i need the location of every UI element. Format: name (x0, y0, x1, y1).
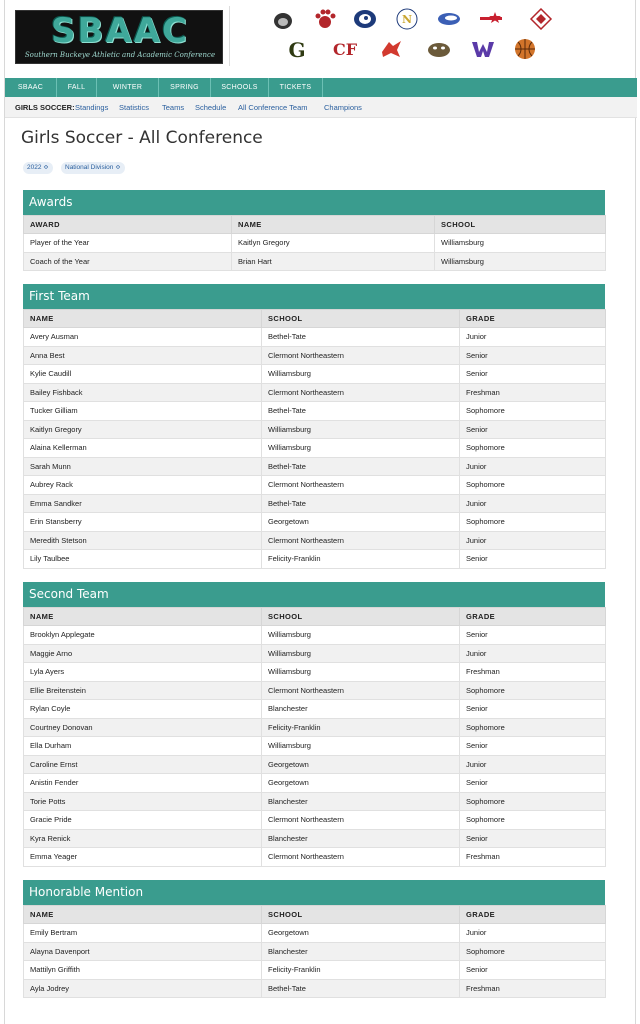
nav-spring[interactable]: SPRING (159, 78, 211, 97)
column-header: SCHOOL (262, 906, 460, 924)
table-header-row (24, 608, 606, 626)
page-frame (4, 0, 636, 1024)
table-cell: Junior (460, 494, 606, 513)
table-row (24, 979, 606, 998)
table-cell: Emma Yeager (24, 848, 262, 867)
table-row (24, 626, 606, 645)
g-letter-icon[interactable] (285, 38, 309, 60)
subnav-link-standings[interactable]: Standings (75, 103, 109, 112)
table-cell: Anna Best (24, 346, 262, 365)
sport-subnav (5, 97, 637, 118)
table-cell: Courtney Donovan (24, 718, 262, 737)
table-row (24, 644, 606, 663)
table-cell: Junior (460, 644, 606, 663)
table-cell: Maggie Arno (24, 644, 262, 663)
table-row (24, 663, 606, 682)
table-cell: Lyla Ayers (24, 663, 262, 682)
table-cell: Bethel-Tate (262, 328, 460, 347)
table-cell: Senior (460, 774, 606, 793)
table-cell: Sophomore (460, 792, 606, 811)
nav-schools[interactable]: SCHOOLS (211, 78, 269, 97)
table-cell: Aubrey Rack (24, 476, 262, 495)
table-cell: Georgetown (262, 774, 460, 793)
table-cell: Georgetown (262, 755, 460, 774)
table-cell: Freshman (460, 848, 606, 867)
table-header-row (24, 906, 606, 924)
table-cell: Senior (460, 829, 606, 848)
subnav-link-teams[interactable]: Teams (162, 103, 185, 112)
table-cell: Junior (460, 328, 606, 347)
table-cell: Sophomore (460, 681, 606, 700)
table-cell: Senior (460, 420, 606, 439)
table-cell: Junior (460, 755, 606, 774)
svg-text:CF: CF (333, 40, 357, 59)
table-cell: Freshman (460, 663, 606, 682)
table-row (24, 234, 606, 253)
table-cell: Ayla Jodrey (24, 979, 262, 998)
table-cell: Senior (460, 737, 606, 756)
table-cell: Junior (460, 531, 606, 550)
table-cell: Junior (460, 457, 606, 476)
table-cell: Ellie Breitenstein (24, 681, 262, 700)
table-cell: Torie Potts (24, 792, 262, 811)
table-cell: Clermont Northeastern (262, 383, 460, 402)
table-cell: Senior (460, 961, 606, 980)
table-header-row (24, 216, 606, 234)
table-row (24, 476, 606, 495)
table-cell: Blanchester (262, 700, 460, 719)
sbaac-logo[interactable] (15, 10, 223, 64)
table-cell: Kaitlyn Gregory (232, 234, 435, 253)
logo-subtitle: Southern Buckeye Athletic and Academic Conference (24, 51, 216, 59)
column-header: AWARD (24, 216, 232, 234)
table-cell: Clermont Northeastern (262, 848, 460, 867)
table-cell: Blanchester (262, 792, 460, 811)
nb-monogram-icon[interactable] (395, 8, 419, 30)
table-header-row (24, 310, 606, 328)
table-cell: Anistin Fender (24, 774, 262, 793)
table-cell: Coach of the Year (24, 252, 232, 271)
table-cell: Clermont Northeastern (262, 476, 460, 495)
table-cell: Rylan Coyle (24, 700, 262, 719)
nav-sbaac[interactable]: SBAAC (5, 78, 57, 97)
table-cell: Georgetown (262, 924, 460, 943)
table-cell: Junior (460, 924, 606, 943)
division-select[interactable]: National Division ≎ (61, 162, 125, 174)
table-cell: Player of the Year (24, 234, 232, 253)
header-divider (229, 6, 230, 66)
table-cell: Alaina Kellerman (24, 439, 262, 458)
table-row (24, 420, 606, 439)
w-wildcat-icon[interactable] (471, 38, 495, 60)
table-row (24, 961, 606, 980)
column-header: SCHOOL (262, 310, 460, 328)
table-cell: Felicity-Franklin (262, 961, 460, 980)
section-title: Honorable Mention (23, 880, 605, 905)
table-cell: Senior (460, 626, 606, 645)
section-title: Second Team (23, 582, 605, 607)
table-cell: Felicity-Franklin (262, 718, 460, 737)
table-cell: Caroline Ernst (24, 755, 262, 774)
table-cell: Brian Hart (232, 252, 435, 271)
column-header: NAME (24, 608, 262, 626)
table-cell: Sophomore (460, 811, 606, 830)
awards-section (23, 190, 605, 271)
table-row (24, 755, 606, 774)
table-row (24, 774, 606, 793)
table-cell: Sophomore (460, 942, 606, 961)
table-cell: Williamsburg (435, 234, 606, 253)
paw-print-icon[interactable] (313, 8, 337, 30)
table-cell: Senior (460, 346, 606, 365)
table-row (24, 700, 606, 719)
subnav-link-all-conference-team[interactable]: All Conference Team (238, 103, 308, 112)
table-cell: Clermont Northeastern (262, 531, 460, 550)
table-row (24, 457, 606, 476)
table-row (24, 383, 606, 402)
first-team-table (23, 309, 606, 569)
cf-monogram-icon[interactable] (333, 38, 357, 60)
table-cell: Freshman (460, 383, 606, 402)
table-row (24, 439, 606, 458)
honorable-mention-table (23, 905, 606, 998)
table-cell: Meredith Stetson (24, 531, 262, 550)
table-row (24, 924, 606, 943)
table-row (24, 513, 606, 532)
table-cell: Senior (460, 550, 606, 569)
table-cell: Williamsburg (435, 252, 606, 271)
table-cell: Sophomore (460, 402, 606, 421)
table-cell: Alayna Davenport (24, 942, 262, 961)
table-row (24, 328, 606, 347)
table-row (24, 550, 606, 569)
awards-table (23, 215, 606, 271)
table-row (24, 681, 606, 700)
table-cell: Lily Taulbee (24, 550, 262, 569)
table-cell: Williamsburg (262, 644, 460, 663)
column-header: NAME (232, 216, 435, 234)
page-title: Girls Soccer - All Conference (21, 128, 263, 148)
column-header: GRADE (460, 310, 606, 328)
nav-fall[interactable]: FALL (57, 78, 97, 97)
subnav-link-schedule[interactable]: Schedule (195, 103, 227, 112)
table-row (24, 252, 606, 271)
table-cell: Emily Bertram (24, 924, 262, 943)
honorable-mention-section (23, 880, 605, 998)
rocket-icon[interactable] (437, 8, 461, 30)
svg-text:N: N (401, 13, 413, 26)
column-header: NAME (24, 906, 262, 924)
main-nav (5, 78, 637, 97)
table-cell: Blanchester (262, 829, 460, 848)
table-cell: Sarah Munn (24, 457, 262, 476)
table-row (24, 829, 606, 848)
table-cell: Erin Stansberry (24, 513, 262, 532)
table-row (24, 346, 606, 365)
table-cell: Williamsburg (262, 663, 460, 682)
table-row (24, 494, 606, 513)
subnav-link-statistics[interactable]: Statistics (119, 103, 150, 112)
subnav-label: GIRLS SOCCER: (15, 103, 75, 112)
second-team-table (23, 607, 606, 867)
table-cell: Ella Durham (24, 737, 262, 756)
table-cell: Bethel-Tate (262, 979, 460, 998)
second-team-section (23, 582, 605, 867)
star-logo-icon[interactable] (479, 8, 503, 30)
table-cell: Sophomore (460, 718, 606, 737)
table-row (24, 531, 606, 550)
table-cell: Bethel-Tate (262, 494, 460, 513)
table-row (24, 737, 606, 756)
table-cell: Felicity-Franklin (262, 550, 460, 569)
eagle-logo-icon[interactable] (353, 8, 377, 30)
table-cell: Bethel-Tate (262, 402, 460, 421)
column-header: SCHOOL (262, 608, 460, 626)
logo-title: SBAAC (51, 11, 189, 51)
table-row (24, 942, 606, 961)
year-select[interactable]: 2022 ≎ (23, 162, 53, 174)
bulldog-batavia-icon[interactable] (271, 8, 295, 30)
table-cell: Senior (460, 365, 606, 384)
table-cell: Bethel-Tate (262, 457, 460, 476)
table-cell: Clermont Northeastern (262, 346, 460, 365)
section-title: Awards (23, 190, 605, 215)
nav-winter[interactable]: WINTER (97, 78, 159, 97)
lion-icon[interactable] (379, 38, 403, 60)
table-cell: Freshman (460, 979, 606, 998)
wildcat-icon[interactable] (427, 38, 451, 60)
table-cell: Mattilyn Griffith (24, 961, 262, 980)
table-cell: Kylie Caudill (24, 365, 262, 384)
table-row (24, 402, 606, 421)
table-cell: Gracie Pride (24, 811, 262, 830)
subnav-link-champions[interactable]: Champions (324, 103, 362, 112)
table-cell: Sophomore (460, 439, 606, 458)
table-row (24, 811, 606, 830)
column-header: GRADE (460, 906, 606, 924)
table-cell: Kyra Renick (24, 829, 262, 848)
table-cell: Brooklyn Applegate (24, 626, 262, 645)
table-cell: Sophomore (460, 476, 606, 495)
table-cell: Tucker Gilliam (24, 402, 262, 421)
column-header: SCHOOL (435, 216, 606, 234)
section-title: First Team (23, 284, 605, 309)
table-row (24, 718, 606, 737)
table-cell: Senior (460, 700, 606, 719)
table-cell: Williamsburg (262, 626, 460, 645)
first-team-section (23, 284, 605, 569)
site-header (5, 0, 637, 78)
table-cell: Williamsburg (262, 439, 460, 458)
table-cell: Williamsburg (262, 737, 460, 756)
table-cell: Sophomore (460, 513, 606, 532)
diamond-logo-icon[interactable] (529, 8, 553, 30)
table-cell: Williamsburg (262, 420, 460, 439)
nav-tickets[interactable]: TICKETS (269, 78, 323, 97)
table-row (24, 792, 606, 811)
svg-text:G: G (288, 38, 306, 60)
table-cell: Emma Sandker (24, 494, 262, 513)
table-row (24, 848, 606, 867)
table-cell: Bailey Fishback (24, 383, 262, 402)
table-cell: Georgetown (262, 513, 460, 532)
table-cell: Kaitlyn Gregory (24, 420, 262, 439)
table-cell: Clermont Northeastern (262, 681, 460, 700)
table-cell: Blanchester (262, 942, 460, 961)
table-cell: Williamsburg (262, 365, 460, 384)
basketball-icon[interactable] (513, 38, 537, 60)
column-header: GRADE (460, 608, 606, 626)
table-cell: Avery Ausman (24, 328, 262, 347)
column-header: NAME (24, 310, 262, 328)
table-cell: Clermont Northeastern (262, 811, 460, 830)
table-row (24, 365, 606, 384)
